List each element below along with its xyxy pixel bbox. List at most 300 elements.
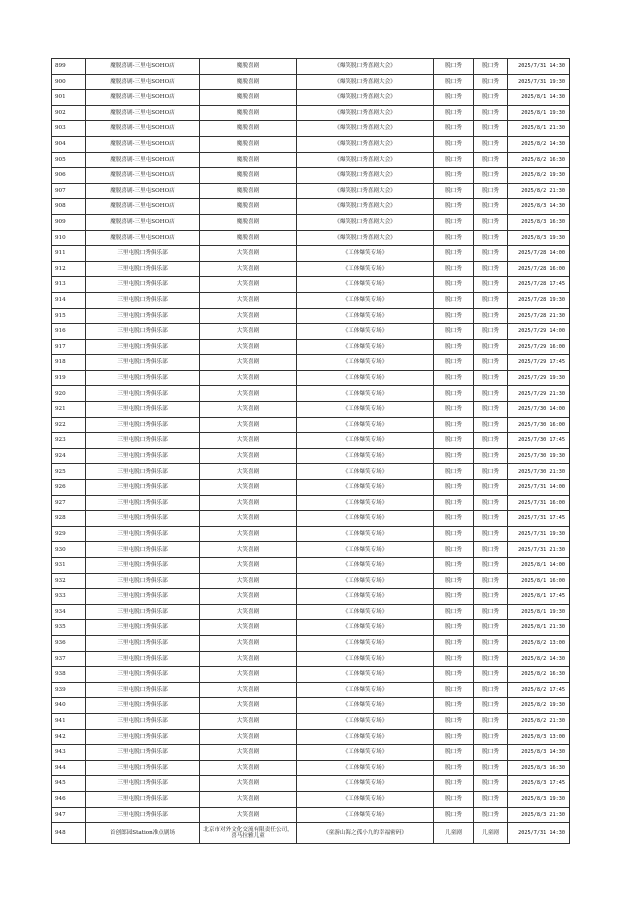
cell-venue: 魔脱喜剧-三里屯SOHO店 <box>86 90 200 106</box>
cell-organizer: 大笑喜剧 <box>200 355 297 371</box>
cell-subcategory: 脱口秀 <box>474 199 508 215</box>
cell-show-title: 《工体爆笑专场》 <box>297 558 434 574</box>
cell-organizer: 大笑喜剧 <box>200 604 297 620</box>
cell-organizer: 大笑喜剧 <box>200 807 297 823</box>
cell-organizer: 大笑喜剧 <box>200 713 297 729</box>
cell-category: 脱口秀 <box>434 59 474 75</box>
cell-number: 903 <box>52 121 86 137</box>
table-row <box>52 807 570 823</box>
cell-number: 938 <box>52 667 86 683</box>
cell-subcategory: 脱口秀 <box>474 573 508 589</box>
table-row <box>52 682 570 698</box>
table-row <box>52 667 570 683</box>
cell-venue: 三里屯脱口秀俱乐部 <box>86 261 200 277</box>
table-row <box>52 355 570 371</box>
cell-datetime: 2025/8/2 13:00 <box>508 635 570 651</box>
cell-subcategory: 脱口秀 <box>474 136 508 152</box>
cell-datetime: 2025/8/1 21:30 <box>508 620 570 636</box>
cell-category: 脱口秀 <box>434 183 474 199</box>
cell-venue: 三里屯脱口秀俱乐部 <box>86 635 200 651</box>
cell-subcategory: 脱口秀 <box>474 74 508 90</box>
cell-subcategory: 脱口秀 <box>474 791 508 807</box>
cell-subcategory: 脱口秀 <box>474 776 508 792</box>
cell-category: 脱口秀 <box>434 121 474 137</box>
table-row <box>52 745 570 761</box>
cell-category: 脱口秀 <box>434 776 474 792</box>
cell-datetime: 2025/8/2 14:30 <box>508 136 570 152</box>
cell-show-title: 《工体爆笑专场》 <box>297 495 434 511</box>
cell-category: 脱口秀 <box>434 339 474 355</box>
cell-venue: 魔脱喜剧-三里屯SOHO店 <box>86 168 200 184</box>
cell-organizer: 大笑喜剧 <box>200 464 297 480</box>
cell-organizer: 大笑喜剧 <box>200 776 297 792</box>
cell-subcategory: 脱口秀 <box>474 417 508 433</box>
cell-category: 脱口秀 <box>434 511 474 527</box>
cell-number: 926 <box>52 480 86 496</box>
cell-datetime: 2025/7/28 16:00 <box>508 261 570 277</box>
cell-subcategory: 脱口秀 <box>474 448 508 464</box>
cell-venue: 三里屯脱口秀俱乐部 <box>86 620 200 636</box>
cell-category: 脱口秀 <box>434 324 474 340</box>
cell-venue: 三里屯脱口秀俱乐部 <box>86 807 200 823</box>
cell-datetime: 2025/7/29 17:45 <box>508 355 570 371</box>
cell-datetime: 2025/8/1 19:30 <box>508 604 570 620</box>
table-row <box>52 339 570 355</box>
table-row <box>52 698 570 714</box>
cell-venue: 魔脱喜剧-三里屯SOHO店 <box>86 152 200 168</box>
cell-venue: 三里屯脱口秀俱乐部 <box>86 433 200 449</box>
cell-organizer: 魔脱喜剧 <box>200 59 297 75</box>
table-row <box>52 464 570 480</box>
cell-organizer: 大笑喜剧 <box>200 542 297 558</box>
cell-number: 935 <box>52 620 86 636</box>
cell-organizer: 大笑喜剧 <box>200 651 297 667</box>
table-row <box>52 433 570 449</box>
cell-subcategory: 脱口秀 <box>474 511 508 527</box>
cell-show-title: 《工体爆笑专场》 <box>297 604 434 620</box>
cell-category: 脱口秀 <box>434 791 474 807</box>
cell-show-title: 《工体爆笑专场》 <box>297 745 434 761</box>
cell-organizer: 大笑喜剧 <box>200 511 297 527</box>
cell-show-title: 《工体爆笑专场》 <box>297 386 434 402</box>
cell-subcategory: 脱口秀 <box>474 667 508 683</box>
cell-organizer: 大笑喜剧 <box>200 745 297 761</box>
cell-venue: 魔脱喜剧-三里屯SOHO店 <box>86 230 200 246</box>
cell-category: 脱口秀 <box>434 713 474 729</box>
cell-datetime: 2025/8/1 21:30 <box>508 121 570 137</box>
cell-venue: 三里屯脱口秀俱乐部 <box>86 651 200 667</box>
table-row <box>52 59 570 75</box>
table-row <box>52 542 570 558</box>
cell-subcategory: 脱口秀 <box>474 214 508 230</box>
cell-datetime: 2025/7/29 14:00 <box>508 324 570 340</box>
cell-subcategory: 脱口秀 <box>474 246 508 262</box>
table-row <box>52 448 570 464</box>
cell-number: 937 <box>52 651 86 667</box>
cell-show-title: 《爆笑脱口秀喜剧大会》 <box>297 105 434 121</box>
table-row <box>52 823 570 844</box>
cell-number: 900 <box>52 74 86 90</box>
cell-category: 脱口秀 <box>434 589 474 605</box>
cell-number: 909 <box>52 214 86 230</box>
table-row <box>52 324 570 340</box>
cell-category: 脱口秀 <box>434 402 474 418</box>
cell-organizer: 大笑喜剧 <box>200 386 297 402</box>
cell-number: 946 <box>52 791 86 807</box>
cell-venue: 三里屯脱口秀俱乐部 <box>86 370 200 386</box>
cell-number: 899 <box>52 59 86 75</box>
cell-venue: 三里屯脱口秀俱乐部 <box>86 480 200 496</box>
cell-show-title: 《爆笑脱口秀喜剧大会》 <box>297 90 434 106</box>
cell-category: 脱口秀 <box>434 105 474 121</box>
cell-venue: 三里屯脱口秀俱乐部 <box>86 448 200 464</box>
cell-show-title: 《工体爆笑专场》 <box>297 511 434 527</box>
cell-venue: 三里屯脱口秀俱乐部 <box>86 573 200 589</box>
cell-category: 脱口秀 <box>434 651 474 667</box>
cell-category: 脱口秀 <box>434 729 474 745</box>
cell-category: 脱口秀 <box>434 214 474 230</box>
cell-organizer: 大笑喜剧 <box>200 620 297 636</box>
cell-datetime: 2025/8/1 19:30 <box>508 105 570 121</box>
cell-organizer: 大笑喜剧 <box>200 417 297 433</box>
cell-number: 919 <box>52 370 86 386</box>
cell-datetime: 2025/8/3 16:30 <box>508 214 570 230</box>
cell-datetime: 2025/8/2 14:30 <box>508 651 570 667</box>
cell-organizer: 大笑喜剧 <box>200 729 297 745</box>
cell-category: 脱口秀 <box>434 417 474 433</box>
table-row <box>52 246 570 262</box>
table-row <box>52 511 570 527</box>
cell-organizer: 魔脱喜剧 <box>200 74 297 90</box>
cell-show-title: 《工体爆笑专场》 <box>297 308 434 324</box>
cell-organizer: 魔脱喜剧 <box>200 168 297 184</box>
cell-subcategory: 脱口秀 <box>474 682 508 698</box>
cell-number: 916 <box>52 324 86 340</box>
cell-venue: 三里屯脱口秀俱乐部 <box>86 682 200 698</box>
table-row <box>52 558 570 574</box>
cell-category: 脱口秀 <box>434 90 474 106</box>
cell-venue: 三里屯脱口秀俱乐部 <box>86 729 200 745</box>
cell-category: 脱口秀 <box>434 635 474 651</box>
cell-subcategory: 脱口秀 <box>474 729 508 745</box>
cell-subcategory: 脱口秀 <box>474 59 508 75</box>
cell-subcategory: 脱口秀 <box>474 542 508 558</box>
cell-category: 脱口秀 <box>434 542 474 558</box>
cell-venue: 三里屯脱口秀俱乐部 <box>86 417 200 433</box>
table-row <box>52 277 570 293</box>
cell-venue: 三里屯脱口秀俱乐部 <box>86 402 200 418</box>
cell-show-title: 《爆笑脱口秀喜剧大会》 <box>297 230 434 246</box>
cell-venue: 魔脱喜剧-三里屯SOHO店 <box>86 136 200 152</box>
cell-datetime: 2025/7/30 19:30 <box>508 448 570 464</box>
cell-venue: 三里屯脱口秀俱乐部 <box>86 495 200 511</box>
cell-category: 脱口秀 <box>434 526 474 542</box>
cell-number: 939 <box>52 682 86 698</box>
cell-subcategory: 脱口秀 <box>474 604 508 620</box>
cell-show-title: 《爆笑脱口秀喜剧大会》 <box>297 136 434 152</box>
cell-show-title: 《爆笑脱口秀喜剧大会》 <box>297 74 434 90</box>
cell-subcategory: 脱口秀 <box>474 558 508 574</box>
cell-organizer: 大笑喜剧 <box>200 667 297 683</box>
cell-organizer: 魔脱喜剧 <box>200 152 297 168</box>
cell-datetime: 2025/7/30 16:00 <box>508 417 570 433</box>
cell-subcategory: 脱口秀 <box>474 308 508 324</box>
cell-category: 儿童剧 <box>434 823 474 844</box>
cell-number: 940 <box>52 698 86 714</box>
cell-organizer: 魔脱喜剧 <box>200 214 297 230</box>
cell-datetime: 2025/8/2 19:30 <box>508 698 570 714</box>
cell-organizer: 魔脱喜剧 <box>200 136 297 152</box>
cell-show-title: 《工体爆笑专场》 <box>297 589 434 605</box>
cell-show-title: 《工体爆笑专场》 <box>297 292 434 308</box>
cell-venue: 三里屯脱口秀俱乐部 <box>86 277 200 293</box>
cell-organizer: 大笑喜剧 <box>200 448 297 464</box>
cell-number: 910 <box>52 230 86 246</box>
cell-number: 942 <box>52 729 86 745</box>
cell-subcategory: 脱口秀 <box>474 745 508 761</box>
cell-venue: 首创郎园Station准点剧场 <box>86 823 200 844</box>
cell-organizer: 大笑喜剧 <box>200 480 297 496</box>
cell-category: 脱口秀 <box>434 620 474 636</box>
cell-organizer: 魔脱喜剧 <box>200 90 297 106</box>
cell-category: 脱口秀 <box>434 604 474 620</box>
cell-show-title: 《工体爆笑专场》 <box>297 324 434 340</box>
cell-show-title: 《工体爆笑专场》 <box>297 370 434 386</box>
cell-datetime: 2025/8/2 21:30 <box>508 183 570 199</box>
cell-number: 914 <box>52 292 86 308</box>
cell-number: 904 <box>52 136 86 152</box>
table-row <box>52 136 570 152</box>
cell-datetime: 2025/7/30 17:45 <box>508 433 570 449</box>
cell-venue: 三里屯脱口秀俱乐部 <box>86 324 200 340</box>
cell-show-title: 《爆笑脱口秀喜剧大会》 <box>297 183 434 199</box>
cell-subcategory: 脱口秀 <box>474 277 508 293</box>
cell-organizer: 魔脱喜剧 <box>200 105 297 121</box>
cell-organizer: 大笑喜剧 <box>200 760 297 776</box>
table-row <box>52 480 570 496</box>
cell-venue: 三里屯脱口秀俱乐部 <box>86 776 200 792</box>
table-row <box>52 230 570 246</box>
cell-subcategory: 脱口秀 <box>474 480 508 496</box>
cell-number: 924 <box>52 448 86 464</box>
cell-organizer: 大笑喜剧 <box>200 791 297 807</box>
cell-organizer: 大笑喜剧 <box>200 495 297 511</box>
cell-venue: 魔脱喜剧-三里屯SOHO店 <box>86 183 200 199</box>
cell-number: 930 <box>52 542 86 558</box>
cell-organizer: 大笑喜剧 <box>200 698 297 714</box>
cell-show-title: 《工体爆笑专场》 <box>297 355 434 371</box>
cell-venue: 三里屯脱口秀俱乐部 <box>86 526 200 542</box>
cell-datetime: 2025/8/2 19:30 <box>508 168 570 184</box>
cell-datetime: 2025/7/29 21:30 <box>508 386 570 402</box>
cell-datetime: 2025/8/3 19:30 <box>508 791 570 807</box>
cell-subcategory: 脱口秀 <box>474 183 508 199</box>
cell-datetime: 2025/8/2 21:30 <box>508 713 570 729</box>
cell-show-title: 《工体爆笑专场》 <box>297 651 434 667</box>
cell-category: 脱口秀 <box>434 558 474 574</box>
cell-datetime: 2025/7/31 16:00 <box>508 495 570 511</box>
table-row <box>52 90 570 106</box>
cell-show-title: 《工体爆笑专场》 <box>297 729 434 745</box>
cell-number: 907 <box>52 183 86 199</box>
cell-subcategory: 脱口秀 <box>474 495 508 511</box>
cell-number: 931 <box>52 558 86 574</box>
cell-datetime: 2025/7/31 19:30 <box>508 74 570 90</box>
cell-subcategory: 脱口秀 <box>474 230 508 246</box>
cell-number: 908 <box>52 199 86 215</box>
cell-category: 脱口秀 <box>434 745 474 761</box>
cell-show-title: 《工体爆笑专场》 <box>297 667 434 683</box>
cell-venue: 三里屯脱口秀俱乐部 <box>86 713 200 729</box>
cell-datetime: 2025/8/2 16:30 <box>508 667 570 683</box>
cell-venue: 三里屯脱口秀俱乐部 <box>86 292 200 308</box>
cell-subcategory: 脱口秀 <box>474 121 508 137</box>
cell-show-title: 《工体爆笑专场》 <box>297 620 434 636</box>
cell-subcategory: 脱口秀 <box>474 370 508 386</box>
cell-show-title: 《工体爆笑专场》 <box>297 776 434 792</box>
cell-venue: 魔脱喜剧-三里屯SOHO店 <box>86 74 200 90</box>
cell-category: 脱口秀 <box>434 573 474 589</box>
cell-category: 脱口秀 <box>434 760 474 776</box>
table-row <box>52 183 570 199</box>
cell-subcategory: 脱口秀 <box>474 807 508 823</box>
cell-subcategory: 脱口秀 <box>474 635 508 651</box>
cell-show-title: 《爆笑脱口秀喜剧大会》 <box>297 214 434 230</box>
table-row <box>52 292 570 308</box>
cell-number: 929 <box>52 526 86 542</box>
cell-datetime: 2025/8/2 17:45 <box>508 682 570 698</box>
cell-subcategory: 脱口秀 <box>474 168 508 184</box>
cell-organizer: 大笑喜剧 <box>200 682 297 698</box>
cell-number: 902 <box>52 105 86 121</box>
cell-number: 901 <box>52 90 86 106</box>
table-row <box>52 417 570 433</box>
cell-category: 脱口秀 <box>434 480 474 496</box>
cell-number: 921 <box>52 402 86 418</box>
cell-venue: 三里屯脱口秀俱乐部 <box>86 589 200 605</box>
cell-venue: 三里屯脱口秀俱乐部 <box>86 308 200 324</box>
cell-category: 脱口秀 <box>434 74 474 90</box>
table-row <box>52 152 570 168</box>
cell-organizer: 大笑喜剧 <box>200 339 297 355</box>
table-row <box>52 105 570 121</box>
cell-subcategory: 脱口秀 <box>474 651 508 667</box>
cell-show-title: 《工体爆笑专场》 <box>297 526 434 542</box>
table-row <box>52 495 570 511</box>
table-row <box>52 526 570 542</box>
cell-number: 928 <box>52 511 86 527</box>
table-row <box>52 386 570 402</box>
cell-datetime: 2025/7/28 17:45 <box>508 277 570 293</box>
cell-organizer: 魔脱喜剧 <box>200 230 297 246</box>
cell-datetime: 2025/8/3 14:30 <box>508 199 570 215</box>
schedule-sheet <box>51 58 569 844</box>
cell-datetime: 2025/7/31 19:30 <box>508 526 570 542</box>
cell-datetime: 2025/8/3 21:30 <box>508 807 570 823</box>
cell-venue: 三里屯脱口秀俱乐部 <box>86 511 200 527</box>
cell-category: 脱口秀 <box>434 807 474 823</box>
cell-subcategory: 脱口秀 <box>474 589 508 605</box>
cell-organizer: 魔脱喜剧 <box>200 121 297 137</box>
cell-category: 脱口秀 <box>434 292 474 308</box>
cell-subcategory: 脱口秀 <box>474 713 508 729</box>
cell-venue: 三里屯脱口秀俱乐部 <box>86 667 200 683</box>
cell-number: 947 <box>52 807 86 823</box>
cell-subcategory: 脱口秀 <box>474 339 508 355</box>
cell-show-title: 《工体爆笑专场》 <box>297 760 434 776</box>
cell-category: 脱口秀 <box>434 370 474 386</box>
table-row <box>52 121 570 137</box>
cell-show-title: 《工体爆笑专场》 <box>297 464 434 480</box>
cell-datetime: 2025/7/30 21:30 <box>508 464 570 480</box>
cell-number: 923 <box>52 433 86 449</box>
cell-organizer: 大笑喜剧 <box>200 308 297 324</box>
cell-subcategory: 脱口秀 <box>474 324 508 340</box>
table-body <box>52 59 570 844</box>
cell-number: 905 <box>52 152 86 168</box>
table-row <box>52 713 570 729</box>
cell-category: 脱口秀 <box>434 308 474 324</box>
cell-show-title: 《工体爆笑专场》 <box>297 448 434 464</box>
cell-subcategory: 脱口秀 <box>474 292 508 308</box>
cell-show-title: 《工体爆笑专场》 <box>297 542 434 558</box>
cell-show-title: 《工体爆笑专场》 <box>297 698 434 714</box>
cell-show-title: 《工体爆笑专场》 <box>297 713 434 729</box>
table-row <box>52 402 570 418</box>
cell-organizer: 大笑喜剧 <box>200 589 297 605</box>
cell-category: 脱口秀 <box>434 136 474 152</box>
cell-show-title: 《工体爆笑专场》 <box>297 682 434 698</box>
cell-number: 948 <box>52 823 86 844</box>
cell-subcategory: 脱口秀 <box>474 526 508 542</box>
cell-datetime: 2025/8/3 13:00 <box>508 729 570 745</box>
table-row <box>52 791 570 807</box>
cell-datetime: 2025/7/28 21:30 <box>508 308 570 324</box>
cell-organizer: 大笑喜剧 <box>200 246 297 262</box>
cell-show-title: 《工体爆笑专场》 <box>297 635 434 651</box>
table-row <box>52 168 570 184</box>
cell-show-title: 《爆笑脱口秀喜剧大会》 <box>297 152 434 168</box>
cell-number: 945 <box>52 776 86 792</box>
cell-venue: 魔脱喜剧-三里屯SOHO店 <box>86 59 200 75</box>
cell-number: 906 <box>52 168 86 184</box>
cell-datetime: 2025/8/2 16:30 <box>508 152 570 168</box>
cell-number: 920 <box>52 386 86 402</box>
cell-category: 脱口秀 <box>434 246 474 262</box>
cell-datetime: 2025/8/1 14:00 <box>508 558 570 574</box>
cell-category: 脱口秀 <box>434 199 474 215</box>
cell-venue: 三里屯脱口秀俱乐部 <box>86 464 200 480</box>
cell-category: 脱口秀 <box>434 433 474 449</box>
cell-subcategory: 脱口秀 <box>474 105 508 121</box>
cell-number: 917 <box>52 339 86 355</box>
cell-organizer: 大笑喜剧 <box>200 573 297 589</box>
cell-number: 933 <box>52 589 86 605</box>
cell-number: 941 <box>52 713 86 729</box>
cell-show-title: 《工体爆笑专场》 <box>297 807 434 823</box>
cell-venue: 魔脱喜剧-三里屯SOHO店 <box>86 121 200 137</box>
cell-subcategory: 脱口秀 <box>474 90 508 106</box>
cell-number: 932 <box>52 573 86 589</box>
cell-subcategory: 脱口秀 <box>474 386 508 402</box>
table-row <box>52 651 570 667</box>
table-row <box>52 214 570 230</box>
cell-venue: 三里屯脱口秀俱乐部 <box>86 604 200 620</box>
cell-subcategory: 脱口秀 <box>474 698 508 714</box>
cell-show-title: 《工体爆笑专场》 <box>297 246 434 262</box>
cell-subcategory: 脱口秀 <box>474 464 508 480</box>
cell-number: 915 <box>52 308 86 324</box>
